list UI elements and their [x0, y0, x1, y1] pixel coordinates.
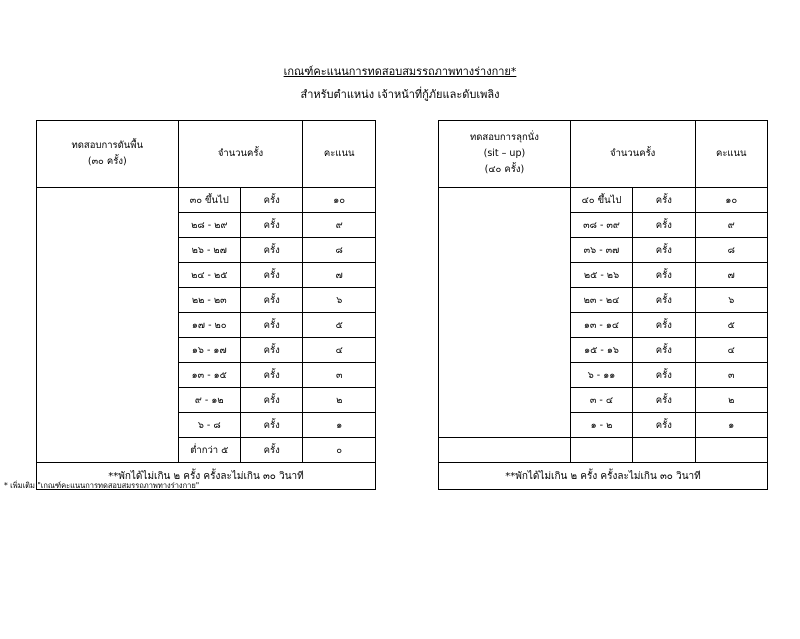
row-unit: ครั้ง — [240, 388, 302, 413]
row-score: ๓ — [303, 363, 376, 388]
test-name-spacer — [37, 188, 179, 463]
row-score: ๖ — [695, 288, 767, 313]
row-unit: ครั้ง — [633, 388, 695, 413]
row-unit: ครั้ง — [240, 413, 302, 438]
row-score: ๔ — [303, 338, 376, 363]
row-unit: ครั้ง — [240, 363, 302, 388]
rest-note: **พักได้ไม่เกิน ๒ ครั้ง ครั้งละไม่เกิน ๓๐ วินาที — [37, 463, 376, 490]
row-score: ๕ — [303, 313, 376, 338]
row-unit: ครั้ง — [633, 363, 695, 388]
row-score: ๙ — [303, 213, 376, 238]
test-name-spacer — [439, 188, 571, 438]
row-range: ต่ำกว่า ๕ — [178, 438, 240, 463]
row-range: ๑๓ - ๑๔ — [570, 313, 632, 338]
row-unit: ครั้ง — [240, 263, 302, 288]
row-unit: ครั้ง — [240, 188, 302, 213]
row-score: ๑ — [695, 413, 767, 438]
row-score: ๗ — [695, 263, 767, 288]
row-range: ๓ - ๔ — [570, 388, 632, 413]
row-unit: ครั้ง — [633, 213, 695, 238]
row-range: ๑๖ - ๑๗ — [178, 338, 240, 363]
row-unit: ครั้ง — [240, 213, 302, 238]
header-score: คะแนน — [695, 121, 767, 188]
row-score: ๒ — [303, 388, 376, 413]
header-test-name-line1: ทดสอบการดันพื้น — [71, 139, 144, 151]
row-range: ๔๐ ขึ้นไป — [570, 188, 632, 213]
empty-cell — [439, 438, 571, 463]
row-unit: ครั้ง — [240, 313, 302, 338]
row-range: ๑๗ - ๒๐ — [178, 313, 240, 338]
row-score: ๑ — [303, 413, 376, 438]
row-score: ๕ — [695, 313, 767, 338]
row-range: ๑ - ๒ — [570, 413, 632, 438]
header-test-name — [439, 121, 571, 188]
row-score: ๒ — [695, 388, 767, 413]
row-range: ๑๓ - ๑๕ — [178, 363, 240, 388]
page-title: เกณฑ์คะแนนการทดสอบสมรรถภาพทางร่างกาย* — [283, 65, 517, 78]
table-row — [439, 188, 768, 213]
header-count: จำนวนครั้ง — [570, 121, 695, 188]
row-score: ๘ — [695, 238, 767, 263]
row-unit: ครั้ง — [633, 413, 695, 438]
row-range: ๒๓ - ๒๔ — [570, 288, 632, 313]
row-score: ๖ — [303, 288, 376, 313]
page-subtitle: สำหรับตำแหน่ง เจ้าหน้าที่กู้ภัยและดับเพลิง — [300, 87, 500, 101]
row-range: ๒๖ - ๒๗ — [178, 238, 240, 263]
row-range: ๓๖ - ๓๗ — [570, 238, 632, 263]
header-test-name-line3: (๔๐ ครั้ง) — [484, 164, 525, 176]
header-test-name-line2: (sit – up) — [483, 147, 526, 159]
row-unit: ครั้ง — [633, 288, 695, 313]
rest-note: **พักได้ไม่เกิน ๒ ครั้ง ครั้งละไม่เกิน ๓๐ วินาที — [439, 463, 768, 490]
row-range: ๒๕ - ๒๖ — [570, 263, 632, 288]
row-score: ๑๐ — [695, 188, 767, 213]
empty-cell — [570, 438, 632, 463]
table-row — [37, 188, 376, 213]
row-range: ๙ - ๑๒ — [178, 388, 240, 413]
document-title-block — [0, 58, 800, 103]
row-range: ๒๒ - ๒๓ — [178, 288, 240, 313]
footnote: * เพิ่มเติม "เกณฑ์คะแนนการทดสอบสมรรถภาพทางร่างกาย" — [4, 481, 200, 490]
header-test-name-line1: ทดสอบการลุกนั่ง — [469, 131, 539, 143]
empty-cell — [633, 438, 695, 463]
row-range: ๑๕ - ๑๖ — [570, 338, 632, 363]
row-score: ๐ — [303, 438, 376, 463]
row-range: ๓๐ ขึ้นไป — [178, 188, 240, 213]
header-score: คะแนน — [303, 121, 376, 188]
table-row-empty — [439, 438, 768, 463]
header-test-name-line3: (๓๐ ครั้ง) — [87, 156, 127, 167]
row-score: ๗ — [303, 263, 376, 288]
row-range: ๓๘ - ๓๙ — [570, 213, 632, 238]
row-unit: ครั้ง — [633, 188, 695, 213]
row-unit: ครั้ง — [633, 238, 695, 263]
table-header-row — [439, 121, 768, 188]
row-score: ๑๐ — [303, 188, 376, 213]
table-note-row — [439, 463, 768, 490]
row-score: ๔ — [695, 338, 767, 363]
row-unit: ครั้ง — [240, 338, 302, 363]
empty-cell — [695, 438, 767, 463]
row-score: ๓ — [695, 363, 767, 388]
row-score: ๘ — [303, 238, 376, 263]
table-header-row — [37, 121, 376, 188]
row-unit: ครั้ง — [633, 313, 695, 338]
row-unit: ครั้ง — [240, 438, 302, 463]
row-unit: ครั้ง — [240, 238, 302, 263]
row-score: ๙ — [695, 213, 767, 238]
row-unit: ครั้ง — [240, 288, 302, 313]
pushup-score-table — [36, 120, 376, 490]
row-range: ๒๘ - ๒๙ — [178, 213, 240, 238]
header-count: จำนวนครั้ง — [178, 121, 303, 188]
situp-score-table — [438, 120, 768, 490]
row-unit: ครั้ง — [633, 338, 695, 363]
header-test-name — [37, 121, 179, 188]
row-range: ๖ - ๑๑ — [570, 363, 632, 388]
row-unit: ครั้ง — [633, 263, 695, 288]
row-range: ๒๔ - ๒๕ — [178, 263, 240, 288]
row-range: ๖ - ๘ — [178, 413, 240, 438]
